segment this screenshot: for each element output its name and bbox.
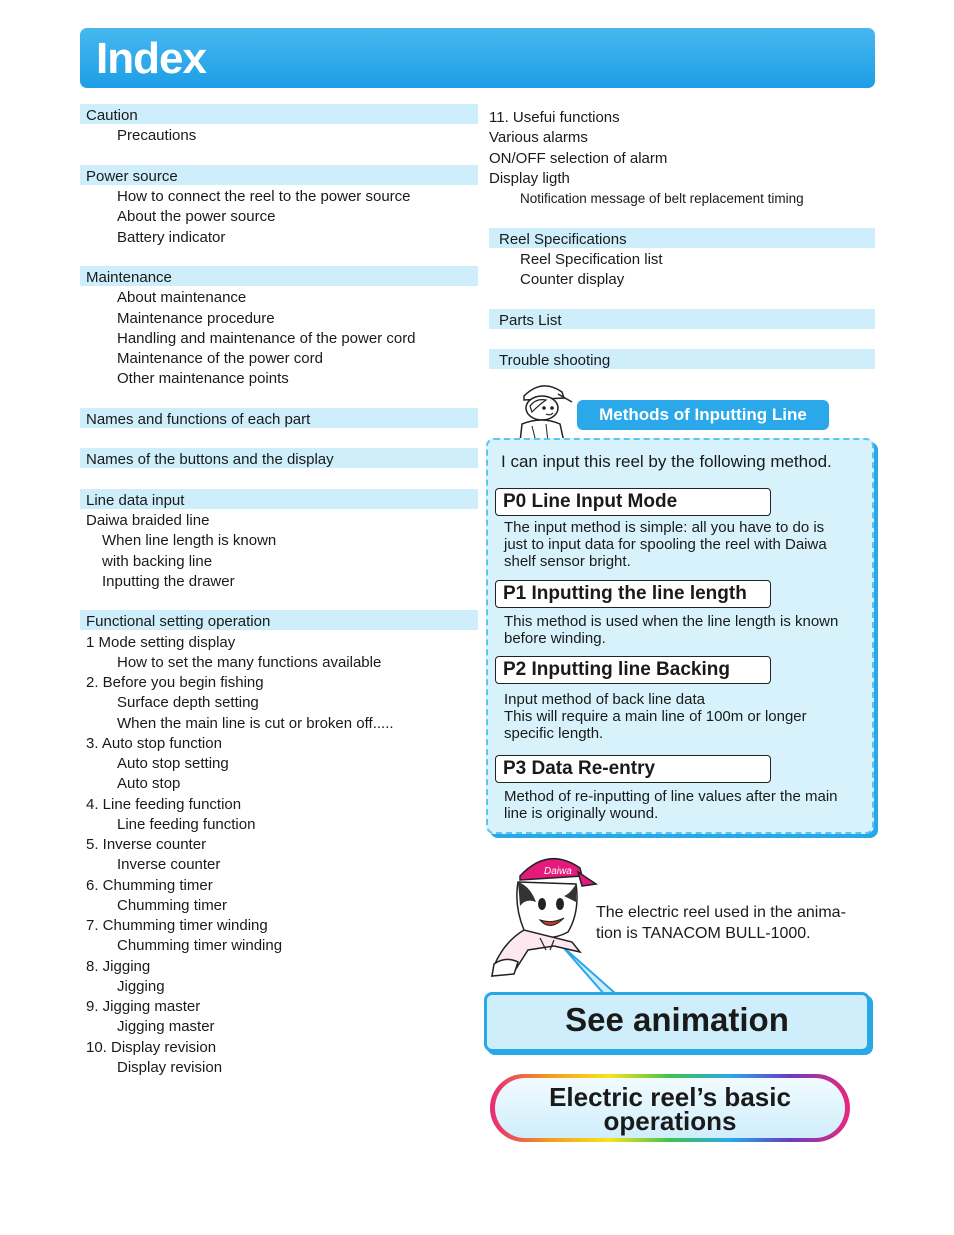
toc-entry-text: Line feeding function: [117, 815, 256, 833]
cap-logo: Daiwa: [544, 866, 572, 877]
toc-entry-text: Inverse counter: [117, 856, 221, 874]
toc-entry[interactable]: [102, 572, 235, 592]
toc-entry-text: 4. Line feeding function: [86, 795, 242, 813]
toc-entry[interactable]: [102, 552, 212, 572]
toc-entry[interactable]: [86, 268, 172, 288]
mode-p2-button[interactable]: [495, 656, 771, 684]
toc-entry[interactable]: [86, 734, 222, 754]
mode-p0-desc: The input method is simple: all you have to do is just to input data for spooling the reel with Daiwa shelf sensor bright.: [504, 519, 827, 570]
toc-entry-text: Inputting the drawer: [102, 572, 235, 590]
toc-entry[interactable]: [117, 126, 196, 146]
toc-entry-text: Parts List: [499, 311, 562, 329]
toc-entry-text: When line length is known: [102, 532, 277, 550]
toc-entry-text: Names of the buttons and the display: [86, 451, 334, 469]
toc-entry-text: Chumming timer winding: [117, 937, 283, 955]
mode-p0-button[interactable]: [495, 488, 771, 516]
toc-entry-text: Trouble shooting: [499, 352, 611, 369]
toc-entry-text: ON/OFF selection of alarm: [489, 149, 668, 167]
page-title: Index: [96, 34, 206, 83]
mascot-small-icon: [512, 376, 574, 442]
toc-entry-text: Caution: [86, 107, 138, 124]
toc-entry-text: Reel Specifications: [499, 230, 627, 248]
toc-entry[interactable]: [117, 774, 180, 794]
toc-entry-text: 3. Auto stop function: [86, 734, 222, 752]
toc-entry-text: 5. Inverse counter: [86, 836, 207, 853]
mode-p0-label: P0 Line Input Mode: [503, 491, 678, 512]
toc-entry[interactable]: [117, 349, 323, 369]
toc-entry-text: Auto stop setting: [117, 755, 229, 772]
toc-entry-text: Auto stop: [117, 775, 181, 793]
toc-entry-text: 8. Jigging: [86, 957, 151, 975]
toc-entry-text: Maintenance: [86, 269, 172, 286]
basic-operations-line1: Electric reel’s basic: [549, 1082, 791, 1112]
methods-intro: I can input this reel by the following method.: [501, 452, 832, 471]
toc-entry[interactable]: [86, 916, 268, 936]
toc-entry-text: Maintenance procedure: [117, 309, 275, 327]
toc-entry-text: Power source: [86, 167, 178, 185]
toc-entry-text: Surface depth setting: [117, 694, 259, 712]
toc-entry-text: Various alarms: [489, 129, 588, 147]
toc-entry[interactable]: [117, 653, 381, 673]
toc-entry[interactable]: [117, 855, 220, 875]
toc-entry-text: Jigging master: [117, 1018, 215, 1036]
toc-entry-text: Display ligth: [489, 169, 570, 187]
toc-entry-text: 11. Usefui functions: [489, 109, 620, 126]
toc-entry-text: Maintenance of the power cord: [117, 350, 323, 367]
toc-entry[interactable]: [499, 311, 562, 331]
mode-p1-button[interactable]: [495, 580, 771, 608]
toc-entry[interactable]: [86, 876, 213, 896]
animation-note: The electric reel used in the anima-tion is TANACOM BULL-1000.: [596, 904, 846, 942]
toc-entry-text: How to set the many functions available: [117, 653, 382, 671]
methods-badge: Methods of Inputting Line: [577, 400, 829, 430]
toc-entry[interactable]: [117, 207, 275, 227]
toc-entry-text: How to connect the reel to the power source: [117, 188, 411, 205]
toc-entry[interactable]: [117, 187, 411, 207]
toc-entry[interactable]: [117, 309, 275, 329]
mode-p1-desc: This method is used when the line length is known before winding.: [504, 613, 839, 647]
toc-entry-text: 6. Chumming timer: [86, 876, 213, 894]
toc-entry[interactable]: [499, 351, 610, 371]
mode-p3-button[interactable]: [495, 755, 771, 783]
toc-entry-text: Chumming timer: [117, 896, 228, 914]
toc-entry[interactable]: [86, 1038, 216, 1058]
title-bar: [80, 28, 875, 88]
toc-entry[interactable]: [117, 1017, 215, 1037]
toc-entry[interactable]: [117, 228, 225, 248]
toc-entry[interactable]: [86, 511, 209, 531]
toc-entry[interactable]: [86, 167, 178, 187]
toc-entry[interactable]: [86, 410, 310, 430]
see-animation-label: See animation: [565, 1001, 789, 1038]
mode-p2-label: P2 Inputting line Backing: [503, 659, 730, 680]
toc-entry[interactable]: [117, 288, 246, 308]
toc-entry[interactable]: [117, 693, 259, 713]
toc-entry-text: Names and functions of each part: [86, 410, 311, 428]
toc-entry-text: 7. Chumming timer winding: [86, 917, 268, 934]
mode-p3-label: P3 Data Re-entry: [503, 758, 656, 779]
mode-p2-desc: Input method of back line data This will require a main line of 100m or longer specific length.: [504, 691, 807, 742]
toc-entry-text: 1 Mode setting display: [86, 633, 236, 651]
toc-entry[interactable]: [86, 997, 200, 1017]
toc-entry[interactable]: [117, 754, 229, 774]
toc-entry[interactable]: [86, 835, 206, 855]
toc-entry-text: Counter display: [520, 271, 625, 288]
toc-entry-text: 9. Jigging master: [86, 998, 201, 1015]
toc-entry[interactable]: [117, 977, 165, 997]
toc-entry[interactable]: [117, 329, 416, 349]
toc-entry[interactable]: [102, 531, 276, 551]
toc-entry-text: Handling and maintenance of the power cord: [117, 329, 416, 347]
toc-entry-text: Jigging: [117, 977, 165, 995]
toc-entry[interactable]: [86, 106, 138, 126]
toc-entry[interactable]: [86, 491, 184, 511]
toc-entry-text: 10. Display revision: [86, 1038, 217, 1056]
toc-entry[interactable]: [86, 450, 334, 470]
toc-entry-text: Reel Specification list: [520, 250, 663, 268]
toc-entry-text: Daiwa braided line: [86, 512, 210, 529]
toc-entry[interactable]: [117, 369, 289, 389]
mode-p1-label: P1 Inputting the line length: [503, 583, 747, 604]
methods-panel: [486, 438, 874, 834]
mode-p3-desc: Method of re-inputting of line values after the main line is originally wound.: [504, 788, 838, 822]
toc-entry[interactable]: [86, 612, 270, 632]
toc-entry[interactable]: [117, 936, 282, 956]
toc-entry[interactable]: [86, 673, 264, 693]
toc-entry-text: Other maintenance points: [117, 370, 289, 388]
toc-entry[interactable]: [520, 189, 804, 209]
toc-entry[interactable]: [117, 815, 255, 835]
toc-highlight-band: [80, 104, 478, 124]
toc-entry[interactable]: [86, 957, 150, 977]
toc-entry-text: When the main line is cut or broken off.....: [117, 714, 394, 732]
toc-entry[interactable]: [489, 149, 667, 169]
toc-entry[interactable]: [499, 230, 627, 250]
toc-entry[interactable]: [489, 128, 588, 148]
toc-entry-text: Precautions: [117, 127, 197, 145]
toc-entry[interactable]: [489, 169, 570, 189]
toc-entry-text: Display revision: [117, 1058, 223, 1076]
toc-entry[interactable]: [520, 270, 624, 290]
toc-entry[interactable]: [117, 714, 394, 734]
toc-entry[interactable]: [86, 795, 241, 815]
toc-entry[interactable]: [117, 1058, 222, 1078]
toc-entry[interactable]: [520, 250, 663, 270]
toc-entry-text: Functional setting operation: [86, 613, 271, 631]
basic-operations-inner: [495, 1078, 845, 1138]
toc-entry-text: Line data input: [86, 491, 185, 509]
toc-entry-text: About maintenance: [117, 289, 247, 307]
basic-operations-button[interactable]: [490, 1074, 850, 1142]
toc-entry[interactable]: [489, 108, 620, 128]
toc-entry-text: Battery indicator: [117, 228, 226, 246]
toc-entry-text: About the power source: [117, 208, 276, 226]
toc-entry[interactable]: [86, 633, 235, 653]
toc-entry-text: Notification message of belt replacement timing: [520, 191, 804, 206]
basic-operations-line2: operations: [603, 1106, 737, 1136]
toc-entry-text: 2. Before you begin fishing: [86, 674, 264, 691]
toc-entry[interactable]: [117, 896, 227, 916]
see-animation-button[interactable]: [484, 992, 870, 1052]
toc-entry-text: with backing line: [102, 552, 213, 570]
